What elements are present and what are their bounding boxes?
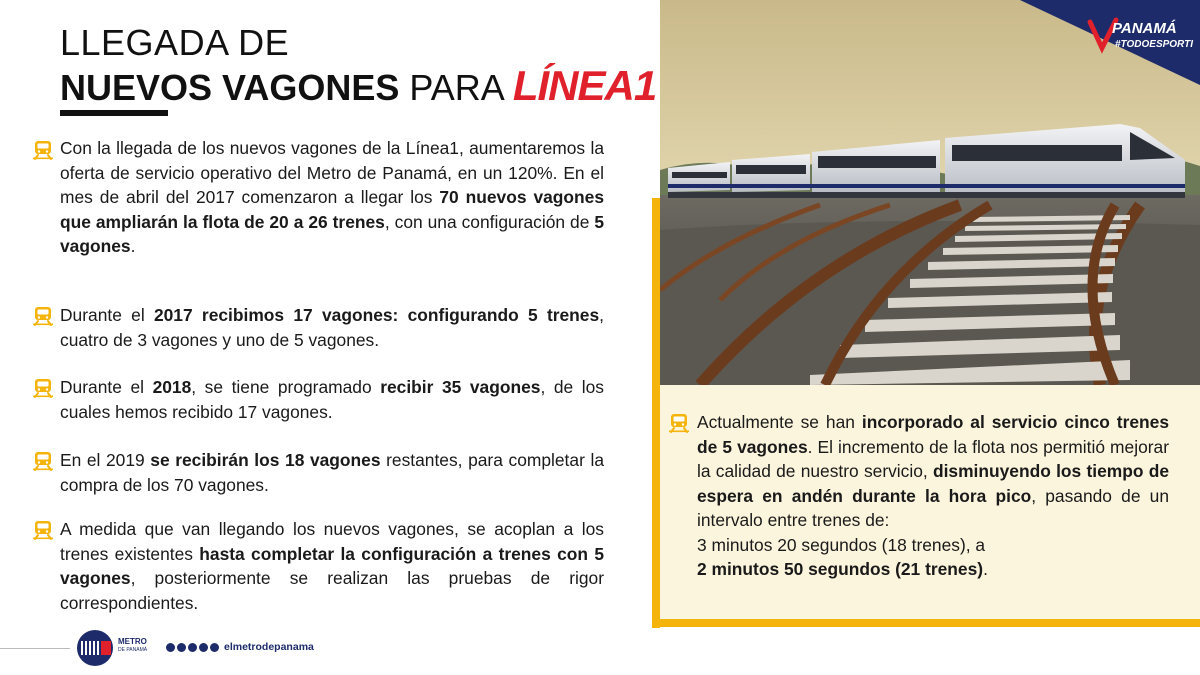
twitter-icon[interactable] <box>177 643 186 652</box>
body-text: Actualmente se han <box>697 412 862 432</box>
corner-title: PANAMÁ <box>1112 20 1177 37</box>
interval-before: 3 minutos 20 segundos (18 trenes), a <box>697 534 986 555</box>
emphasis-text: incorporado al servicio cinco trenes de 5 vagones <box>697 412 1170 457</box>
title-bold-part: NUEVOS VAGONES <box>60 67 400 108</box>
linea1-brand: LÍNEA1 <box>512 62 657 109</box>
facebook-icon[interactable] <box>188 643 197 652</box>
paragraph-2 <box>60 303 604 352</box>
emphasis-text: recibir 35 vagones <box>380 377 541 397</box>
corner-hashtag: #TODOESPORTI <box>1115 39 1193 50</box>
emphasis-text: hasta completar la configuración a trenes con 5 vagones <box>60 543 604 588</box>
emphasis-text: se recibirán los 18 vagones <box>150 450 381 470</box>
emphasis-text: disminuyendo los tiempo de espera en andén durante la hora pico <box>697 461 1169 506</box>
train-icon <box>32 140 54 160</box>
emphasis-text: 2017 recibimos 17 vagones: configurando 5 trenes <box>153 305 600 325</box>
train-icon <box>32 378 54 398</box>
interval-after: 2 minutos 50 segundos (21 trenes). <box>697 559 988 579</box>
body-text: . El incremento de la flota nos permitió mejorar la calidad de nuestro servicio, <box>697 436 1169 481</box>
accent-bar-vertical <box>652 198 660 628</box>
body-text: . <box>130 236 136 256</box>
body-text: , se tiene programado <box>191 377 381 397</box>
info-paragraph <box>697 412 1169 530</box>
title-regular-part: PARA <box>409 67 503 108</box>
paragraph-1 <box>60 136 604 259</box>
paragraph-5 <box>60 517 604 615</box>
body-text: Con la llegada de los nuevos vagones de la Línea1, aumentaremos la oferta de servicio operativo del Metro de Panamá, en un 120%. En el mes de abril del 2017 comenzaron a llegar los <box>60 138 604 207</box>
train-icon <box>32 520 54 540</box>
body-text: , posteriormente se realizan las pruebas de rigor correspondientes. <box>60 568 604 613</box>
body-text: , pasando de un intervalo entre trenes de: <box>697 485 1169 530</box>
body-text: , con una configuración de <box>384 211 595 232</box>
accent-bar-horizontal <box>652 619 1200 627</box>
footer-rule <box>0 648 70 649</box>
body-text: , de los cuales hemos recibido 17 vagones. <box>60 377 605 422</box>
social-links <box>166 641 314 653</box>
instagram-icon[interactable] <box>166 643 175 652</box>
paragraph-4 <box>60 448 604 497</box>
train-icon <box>32 306 54 326</box>
snapchat-icon[interactable] <box>210 643 219 652</box>
body-text: Durante el <box>60 377 153 397</box>
info-text <box>697 410 1169 582</box>
body-text: En el 2019 <box>60 450 151 470</box>
youtube-icon[interactable] <box>199 643 208 652</box>
emphasis-text: 70 nuevos vagones que ampliarán la flota de 20 a 26 trenes <box>60 187 604 232</box>
title-line-1: LLEGADA DE <box>60 22 290 63</box>
metro-wordmark: METRO DE PANAMÁ <box>118 637 148 653</box>
emphasis-text: 5 vagones <box>60 211 604 256</box>
train-icon <box>32 451 54 471</box>
body-text: Durante el <box>60 305 154 325</box>
paragraph-3 <box>60 375 604 424</box>
panama-corner-badge <box>1020 0 1200 85</box>
emphasis-text: 2018 <box>152 377 192 397</box>
body-text: A medida que van llegando los nuevos vagones, se acoplan a los trenes existentes <box>60 519 604 564</box>
metro-logo <box>76 629 114 667</box>
body-text: , cuatro de 3 vagones y uno de 5 vagones. <box>60 305 604 350</box>
train-icon <box>668 413 690 433</box>
social-handle[interactable]: elmetrodepanama <box>224 641 314 653</box>
title-line-2 <box>60 62 656 110</box>
title-underline <box>60 110 168 116</box>
body-text: restantes, para completar la compra de los 70 vagones. <box>60 450 604 495</box>
